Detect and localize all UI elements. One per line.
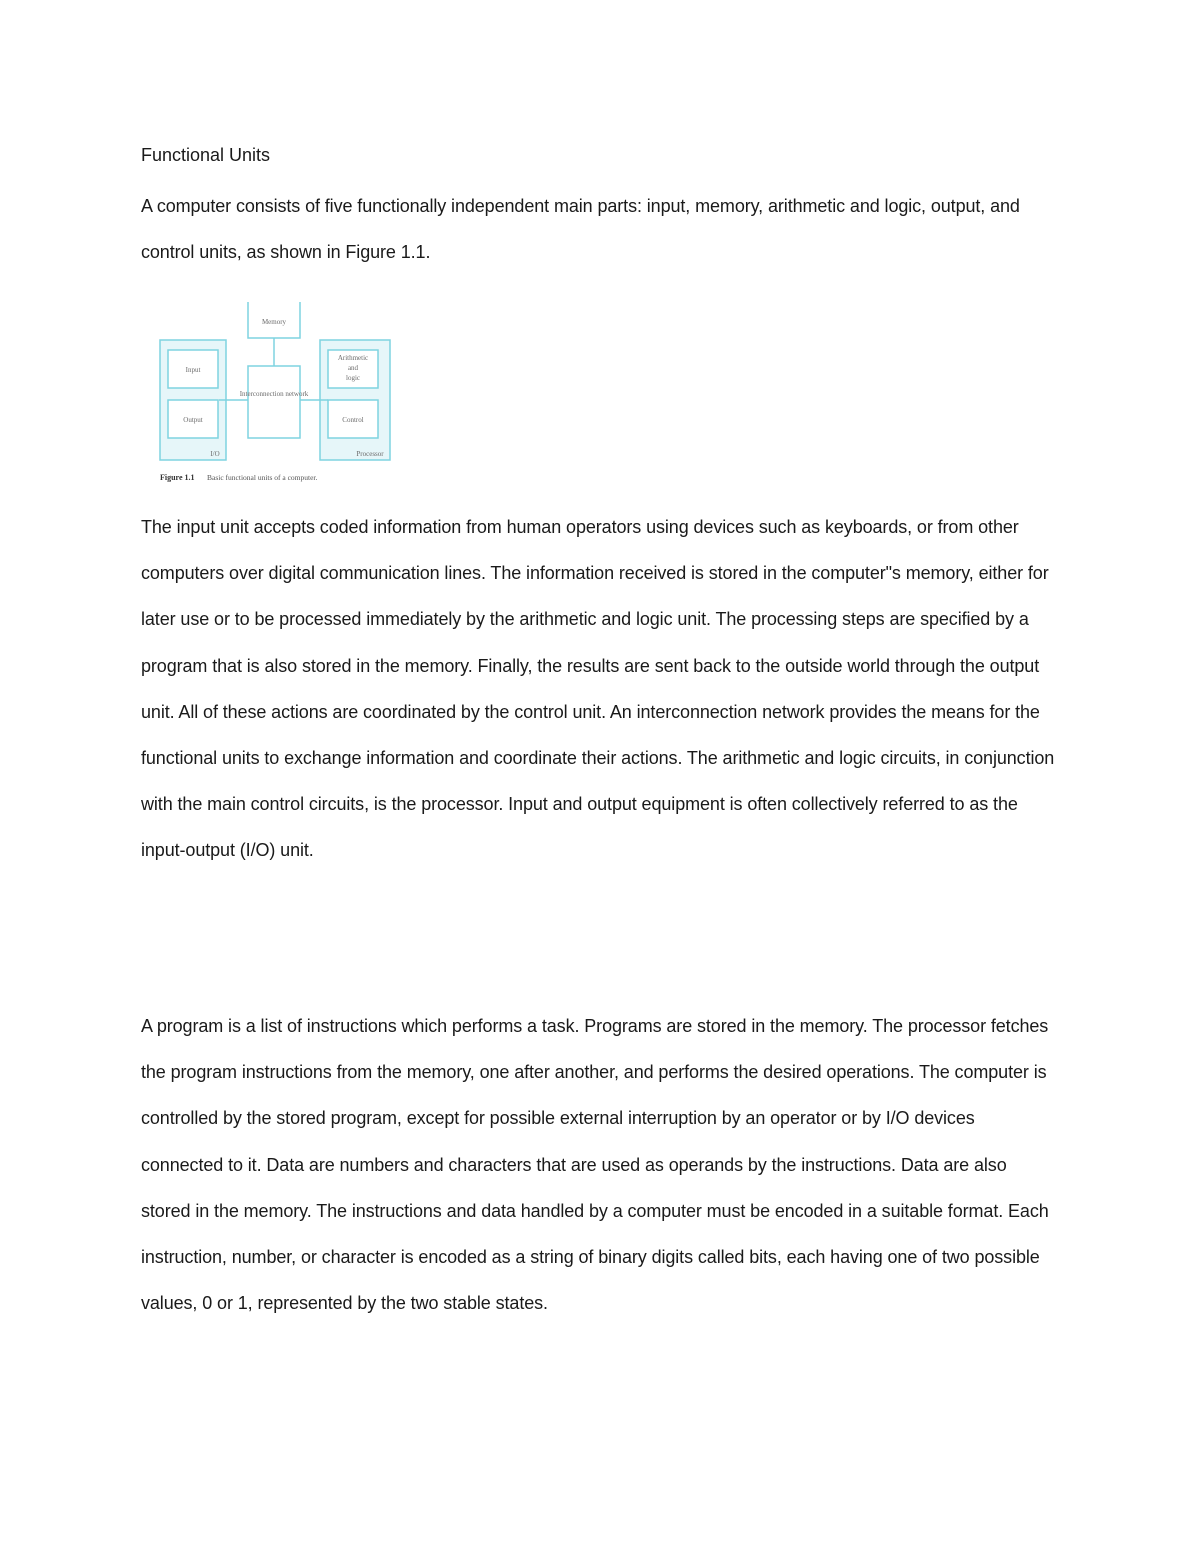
interconnection-label-text: Interconnection network: [239, 390, 309, 398]
alu-label-line3: logic: [346, 374, 360, 382]
figure-functional-units: [155, 302, 395, 492]
functional-units-diagram: [155, 302, 395, 492]
processor-group-label: Processor: [356, 450, 384, 458]
body-paragraph-2: A program is a list of instructions which performs a task. Programs are stored in the memory. The processor fetches the program instructions from the memory, one after another, and performs the desired operations. The computer is controlled by the stored program, except for possible external interruption by an operator or by I/O devices connected to it. Data are numbers and characters that are used as operands by the instructions. Data are also stored in the memory. The instructions and data handled by a computer must be encoded in a suitable format. Each instruction, number, or character is encoded as a string of binary digits called bits, each having one of two possible values, 0 or 1, represented by the two stable states.: [141, 1016, 1049, 1314]
section-heading: Functional Units: [141, 145, 271, 165]
alu-label-line1: Arithmetic: [337, 354, 369, 362]
body-paragraph-1: The input unit accepts coded information from human operators using devices such as keyboards, or from other computers over digital communication lines. The information received is stored in the computer"s memory, either for later use or to be processed immediately by the arithmetic and logic unit. The processing steps are specified by a program that is also stored in the memory. Finally, the results are sent back to the outside world through the output unit. All of these actions are coordinated by the control unit. An interconnection network provides the means for the functional units to exchange information and coordinate their actions. The arithmetic and logic circuits, in conjunction with the main control circuits, is the processor. Input and output equipment is often collectively referred to as the input-output (I/O) unit.: [141, 517, 1055, 861]
control-label: Control: [342, 416, 364, 424]
alu-label-line2: and: [347, 364, 359, 372]
interconnection-label: [240, 390, 309, 398]
output-label: Output: [183, 416, 203, 424]
figure-caption-label: Figure 1.1: [160, 473, 195, 482]
memory-label: Memory: [261, 318, 287, 326]
io-group-label: I/O: [210, 450, 220, 458]
intro-paragraph: A computer consists of five functionally independent main parts: input, memory, arithmetic and logic, output, and control units, as shown in Figure 1.1.: [141, 196, 1020, 263]
figure-caption-text: Basic functional units of a computer.: [207, 473, 318, 482]
input-label: Input: [185, 366, 201, 374]
interconnection-box: [248, 366, 300, 438]
